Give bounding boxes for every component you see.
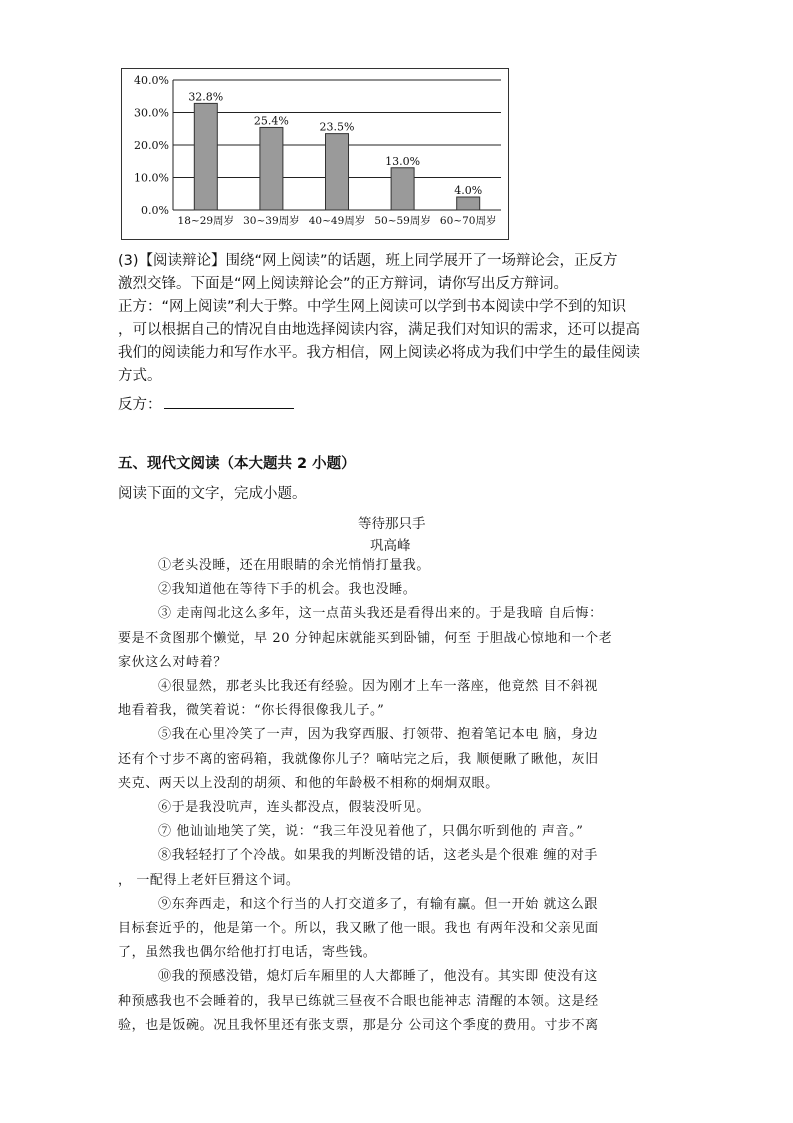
section-heading: 五、现代文阅读（本大题共 2 小题） bbox=[118, 456, 356, 472]
q3-line-6: 方式。 bbox=[118, 368, 162, 384]
y-tick-label: 10.0% bbox=[134, 171, 169, 185]
x-tick-label: 18~29周岁 bbox=[177, 215, 235, 227]
story-line: ⑨东奔西走，和这个行当的人打交道多了，有输有赢。但一开始 就这么跟 bbox=[158, 896, 598, 912]
bar-value-label: 23.5% bbox=[319, 120, 355, 134]
x-tick-label: 60~70周岁 bbox=[439, 215, 497, 227]
story-line: ③ 走南闯北这么多年，这一点苗头我还是看得出来的。于是我暗 自后悔： bbox=[158, 606, 603, 622]
q3-answer-row bbox=[118, 394, 294, 416]
answer-label: 反方： bbox=[118, 397, 162, 413]
q3-line-4: ，可以根据自己的情况自由地选择阅读内容，满足我们对知识的需求，还可以提高 bbox=[118, 322, 640, 338]
bar-value-label: 25.4% bbox=[253, 114, 289, 128]
bar-value-label: 32.8% bbox=[188, 90, 224, 104]
story-author: 巩高峰 bbox=[370, 538, 411, 554]
story-line: 夹克、两天以上没刮的胡须、和他的年龄极不相称的炯炯双眼。 bbox=[118, 775, 499, 791]
bar bbox=[391, 168, 414, 210]
x-tick-label: 40~49周岁 bbox=[308, 215, 366, 227]
x-tick-label: 30~39周岁 bbox=[243, 215, 300, 227]
story-line: ⑧我轻轻打了个冷战。如果我的判断没错的话，这老头是个很难 缠的对手 bbox=[158, 848, 598, 864]
y-tick-label: 30.0% bbox=[134, 106, 169, 120]
story-line: ⑩我的预感没错，熄灯后车厢里的人大都睡了，他没有。其实即 使没有这 bbox=[158, 969, 598, 985]
y-tick-label: 0.0% bbox=[141, 204, 169, 217]
story-line: ④很显然，那老头比我还有经验。因为刚才上车一落座，他竟然 目不斜视 bbox=[158, 679, 598, 694]
y-tick-label: 40.0% bbox=[134, 74, 169, 87]
q3-line-1: (3)【阅读辩论】围绕“网上阅读”的话题，班上同学展开了一场辩论会，正反方 bbox=[118, 253, 618, 269]
story-line: 种预感我也不会睡着的，我早已练就三昼夜不合眼也能神志 清醒的本领。这是经 bbox=[118, 993, 599, 1009]
story-line: ⑥于是我没吭声，连头都没点，假装没听见。 bbox=[158, 800, 431, 815]
bar bbox=[457, 197, 480, 210]
story-line: ⑦ 他讪讪地笑了笑，说：“我三年没见着他了，只偶尔听到他的 声音。” bbox=[158, 824, 584, 840]
y-tick-label: 20.0% bbox=[134, 139, 169, 152]
q3-line-2: 激烈交锋。下面是“网上阅读辩论会”的正方辩词，请你写出反方辩词。 bbox=[118, 276, 569, 292]
story-line: ①老头没睡，还在用眼睛的余光悄悄打量我。 bbox=[158, 558, 431, 573]
age-bar-chart bbox=[121, 68, 509, 240]
story-title: 等待那只手 bbox=[358, 516, 426, 532]
bar bbox=[194, 103, 217, 210]
bar-value-label: 4.0% bbox=[454, 184, 483, 197]
story-line: 还有个寸步不离的密码箱，我就像你儿子？嘀咕完之后，我 顺便瞅了瞅他，灰旧 bbox=[118, 751, 599, 767]
bar-value-label: 13.0% bbox=[385, 154, 421, 168]
q3-line-3: 正方：“网上阅读”利大于弊。中学生网上阅读可以学到书本阅读中学不到的知识 bbox=[118, 299, 627, 315]
reading-instruction: 阅读下面的文字，完成小题。 bbox=[118, 486, 307, 502]
story-line: 地看着我，微笑着说：“你长得很像我儿子。” bbox=[118, 703, 385, 719]
answer-blank[interactable] bbox=[164, 394, 294, 409]
bar bbox=[260, 127, 283, 210]
story-line: ， 一配得上老奸巨猾这个词。 bbox=[118, 872, 300, 888]
story-line: 了，虽然我也偶尔给他打打电话，寄些钱。 bbox=[118, 945, 377, 961]
q3-line-5: 我们的阅读能力和写作水平。我方相信，网上阅读必将成为我们中学生的最佳阅读 bbox=[118, 345, 640, 361]
story-line: ⑤我在心里冷笑了一声，因为我穿西服、打领带、抱着笔记本电 脑，身边 bbox=[158, 727, 598, 743]
story-line: 要是不贪图那个懒觉，早 20 分钟起床就能买到卧铺，何至 于胆战心惊地和一个老 bbox=[118, 630, 613, 646]
story-line: 目标套近乎的，他是第一个。所以，我又瞅了他一眼。我也 有两年没和父亲见面 bbox=[118, 921, 599, 936]
story-line: 验，也是饭碗。况且我怀里还有张支票，那是分 公司这个季度的费用。寸步不离 bbox=[118, 1017, 599, 1033]
story-line: ②我知道他在等待下手的机会。我也没睡。 bbox=[158, 582, 417, 598]
story-line: 家伙这么对峙着？ bbox=[118, 654, 227, 670]
x-tick-label: 50~59周岁 bbox=[374, 215, 431, 227]
bar bbox=[326, 134, 349, 210]
